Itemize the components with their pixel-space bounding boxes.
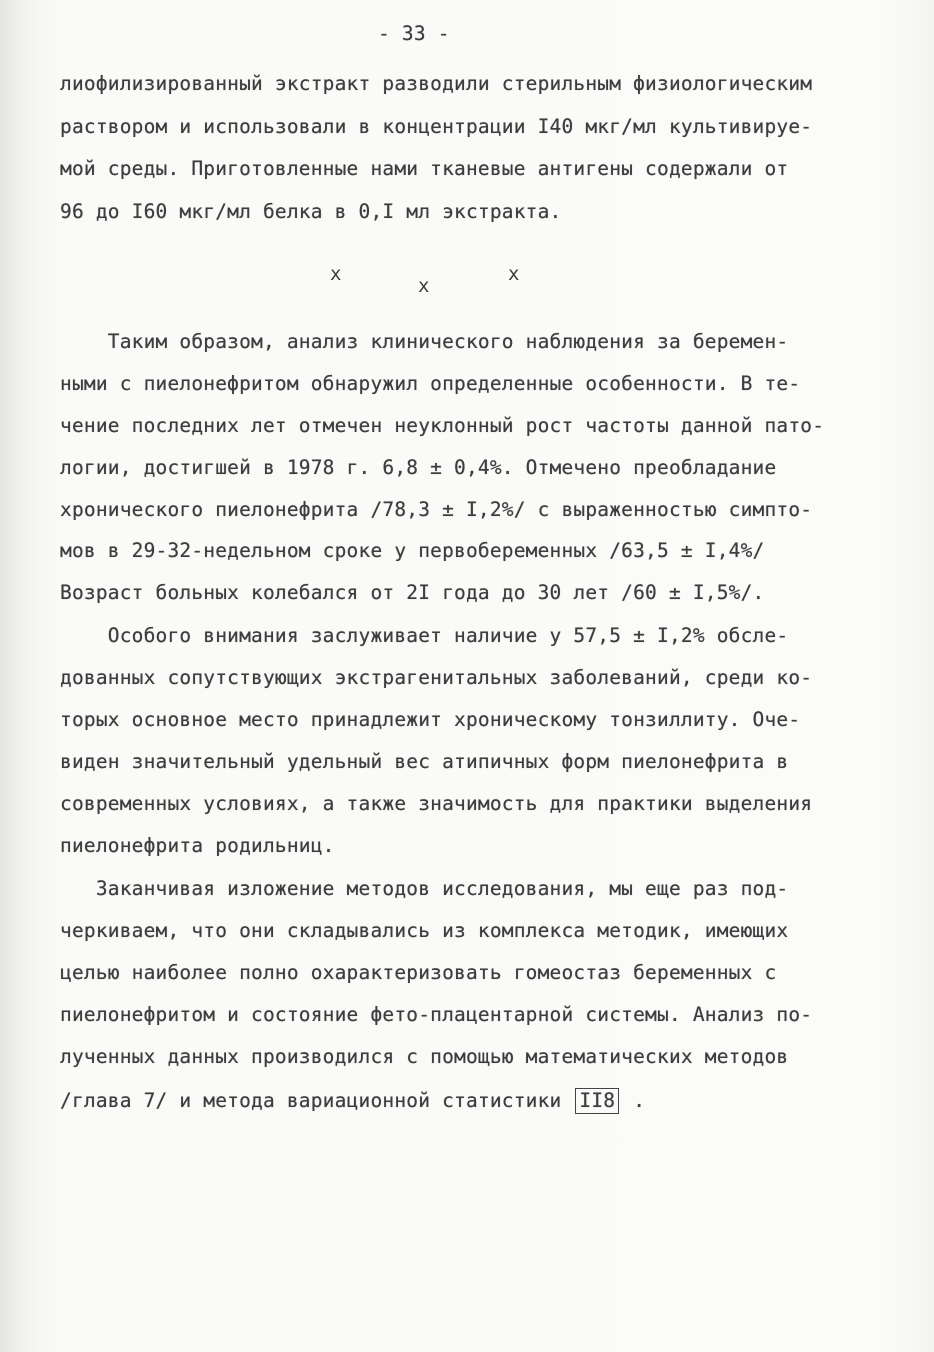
text-line: Особого внимания заслуживает наличие у 57,5 ± I,2% обсле-: [60, 624, 789, 647]
text-line: мов в 29-32-недельном сроке у первобеременных /63,5 ± I,4%/: [60, 539, 765, 562]
text-line: виден значительный удельный вес атипичных форм пиелонефрита в: [60, 750, 789, 773]
section-separator-mark: x: [508, 263, 520, 285]
text-line: Таким образом, анализ клинического наблюдения за беремен-: [60, 330, 789, 353]
text-line: Возраст больных колебался от 2I года до 30 лет /60 ± I,5%/.: [60, 581, 765, 604]
section-separator-mark: x: [330, 263, 342, 285]
text-line: хронического пиелонефрита /78,3 ± I,2%/ с выраженностью симпто-: [60, 498, 813, 521]
text-line: торых основное место принадлежит хроническому тонзиллиту. Оче-: [60, 708, 801, 731]
text-line: чение последних лет отмечен неуклонный рост частоты данной пато-: [60, 414, 825, 437]
section-separator-mark: x: [418, 275, 430, 297]
text-line: дованных сопутствующих экстрагенитальных заболеваний, среди ко-: [60, 666, 813, 689]
text-line-with-reference: [60, 1088, 645, 1114]
bibliography-reference: II8: [575, 1088, 619, 1114]
text-line: современных условиях, а также значимость для практики выделения: [60, 792, 813, 815]
text-line: пиелонефрита родильниц.: [60, 834, 335, 857]
text-line: логии, достигшей в 1978 г. 6,8 ± 0,4%. Отмечено преобладание: [60, 456, 777, 479]
text-line: черкиваем, что они складывались из комплекса методик, имеющих: [60, 919, 789, 942]
text-line: мой среды. Приготовленные нами тканевые антигены содержали от: [60, 157, 789, 180]
text-line: лиофилизированный экстракт разводили стерильным физиологическим: [60, 72, 813, 95]
text-line: раствором и использовали в концентрации I40 мкг/мл культивируе-: [60, 115, 813, 138]
text-fragment: .: [621, 1089, 646, 1112]
text-line: Заканчивая изложение методов исследования, мы еще раз под-: [60, 877, 789, 900]
text-line: пиелонефритом и состояние фето-плацентарной системы. Анализ по-: [60, 1003, 813, 1026]
text-line: 96 до I60 мкг/мл белка в 0,I мл экстракта.: [60, 200, 562, 223]
page-number: - 33 -: [378, 22, 450, 45]
text-fragment: /глава 7/ и метода вариационной статистики: [60, 1089, 574, 1112]
text-line: лученных данных производился с помощью математических методов: [60, 1045, 789, 1068]
text-line: целью наиболее полно охарактеризовать гомеостаз беременных с: [60, 961, 777, 984]
text-line: ными с пиелонефритом обнаружил определенные особенности. В те-: [60, 372, 801, 395]
